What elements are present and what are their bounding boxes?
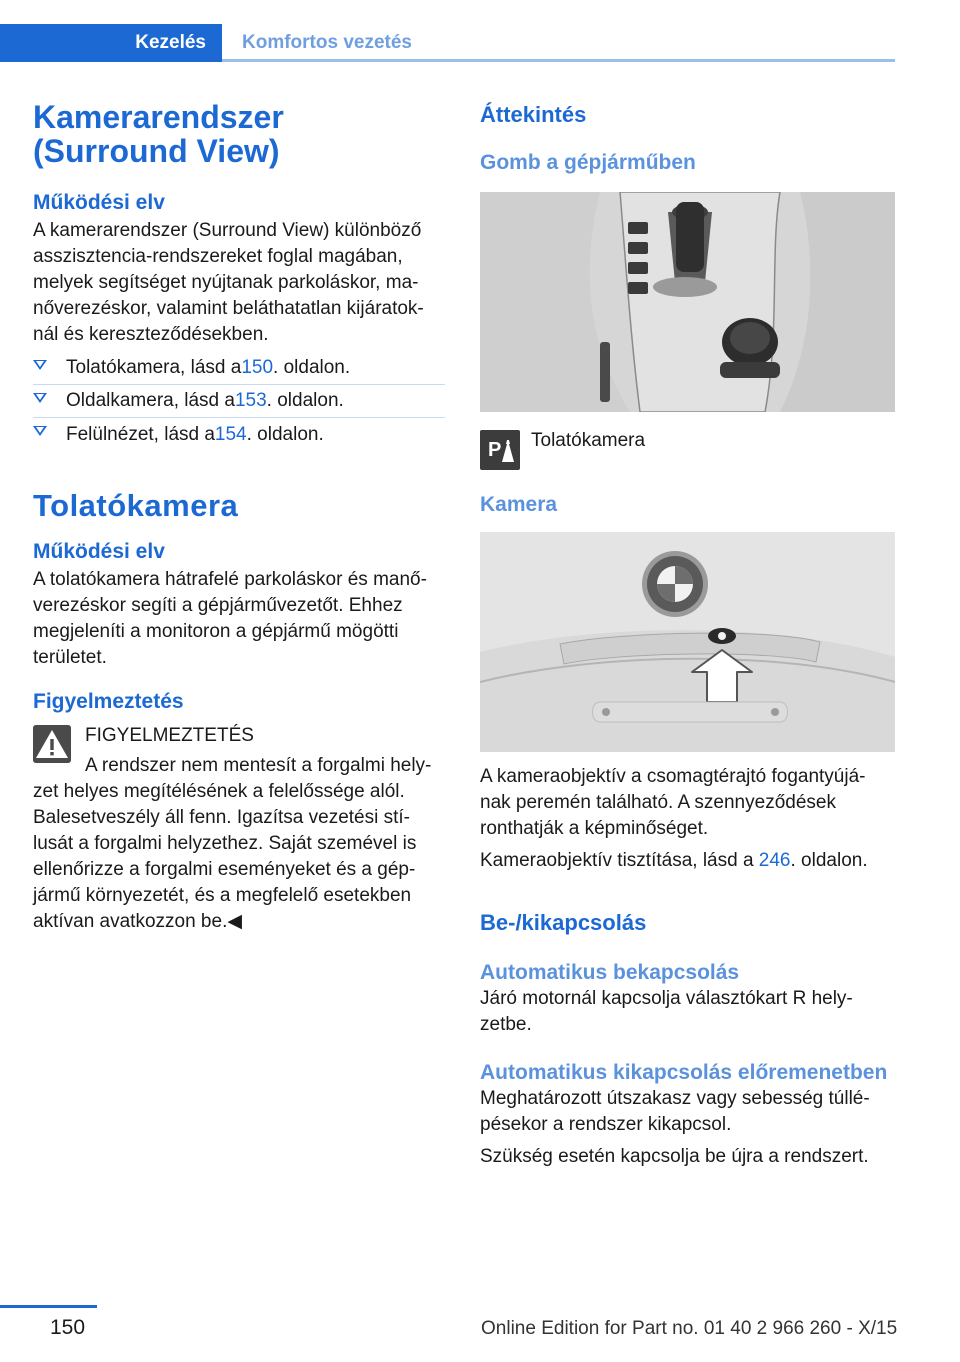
paragraph-cleaning: Kameraobjektív tisztítása, lásd a 246. oldalon.: [480, 850, 868, 871]
paragraph-tolatokamera: A tolatókamera hátrafelé parkoláskor és manő-verezéskor segíti a gépjárművezetőt. Ehhez megjeleníti a monitoron a gépjármű mögötti területet.: [33, 569, 427, 668]
warning-body: zet helyes megítélésének a felelőssége alól. Balesetveszély áll fenn. Igazítsa vezetési stí-lusát a forgalmi helyzethez. Saját szemével is ellenőrizze a forgalmi eseményeket és a gép-jármű környezetét, és a megfelelő esetekben aktívan avatkozzon be.◀: [33, 781, 417, 932]
camera-list: [33, 352, 445, 451]
paragraph-intro: A kamerarendszer (Surround View) különböző asszisztencia-rendszereket foglal magában, melyek segítséget nyújtanak parkoláskor, ma-nőverezéskor, valamint beláthatatlan kijáratok-nál és kereszteződésekben.: [33, 220, 424, 345]
list-item: Tolatókamera, lásd a 150 . oldalon.: [33, 352, 445, 385]
subheading-gomb: Gomb a gépjárműben: [480, 151, 696, 174]
warning-icon: [33, 725, 71, 763]
subheading-auto-on: Automatikus bekapcsolás: [480, 961, 740, 984]
page-link[interactable]: 153: [234, 390, 267, 411]
list-item: Felülnézet, lásd a 154 . oldalon.: [33, 418, 445, 451]
page-link[interactable]: 154: [214, 423, 247, 445]
edition-footer: Online Edition for Part no. 01 40 2 966 260 - X/15: [481, 1318, 898, 1339]
tab-kezeles[interactable]: Kezelés: [0, 24, 222, 62]
list-item: Oldalkamera, lásd a 153 . oldalon.: [33, 385, 445, 418]
right-column: [480, 100, 896, 1170]
page-number: 150: [50, 1316, 86, 1339]
header-tabs: [0, 24, 895, 62]
triangle-bullet-icon: [33, 426, 47, 436]
triangle-bullet-icon: [33, 393, 47, 403]
svg-text:P: P: [488, 439, 502, 461]
section-title-kamerarendszer: Kamerarendszer (Surround View): [33, 99, 284, 169]
heading-be-kikapcsolas: Be-/kikapcsolás: [480, 910, 647, 935]
paragraph-auto-on: Járó motornál kapcsolja választókart R hely-zetbe.: [480, 988, 853, 1035]
subheading-kamera: Kamera: [480, 493, 558, 516]
page-link[interactable]: 246: [758, 850, 791, 871]
park-assist-camera-icon[interactable]: [480, 430, 520, 470]
section-title-tolatokamera: Tolatókamera: [33, 488, 239, 523]
subheading-mukodesi-elv: Működési elv: [33, 191, 165, 214]
warning-first-line: A rendszer nem mentesít a forgalmi hely-: [85, 755, 432, 776]
left-column: [33, 100, 445, 935]
page-link[interactable]: 150: [241, 357, 274, 378]
button-caption: Tolatókamera: [531, 430, 646, 451]
heading-attekintes: Áttekintés: [480, 102, 587, 127]
warning-block: [33, 723, 445, 935]
paragraph-auto-off: Meghatározott útszakasz vagy sebesség túllé-pésekor a rendszer kikapcsol.: [480, 1088, 870, 1135]
subheading-mukodesi-elv-2: Működési elv: [33, 540, 165, 563]
triangle-bullet-icon: [33, 360, 47, 370]
center-console-illustration: [480, 192, 895, 412]
page-number-rule: [0, 1305, 97, 1308]
paragraph-kamera: A kameraobjektív a csomagtérajtó fogantyújá-nak peremén található. A szennyeződések ronthatják a képminőséget.: [480, 766, 866, 839]
tailgate-camera-illustration: [480, 532, 895, 752]
paragraph-auto-off-2: Szükség esetén kapcsolja be újra a rendszert.: [480, 1146, 869, 1167]
interior-photo: [480, 192, 895, 412]
tab-komfortos-vezetes[interactable]: Komfortos vezetés: [242, 32, 412, 53]
subheading-auto-off: Automatikus kikapcsolás előremenetben: [480, 1061, 888, 1084]
subheading-figyelmeztetes: Figyelmeztetés: [33, 690, 184, 713]
warning-heading: FIGYELMEZTETÉS: [85, 725, 254, 746]
tailgate-photo: [480, 532, 895, 752]
header-rule: [222, 59, 895, 62]
button-caption-row: [480, 430, 896, 472]
